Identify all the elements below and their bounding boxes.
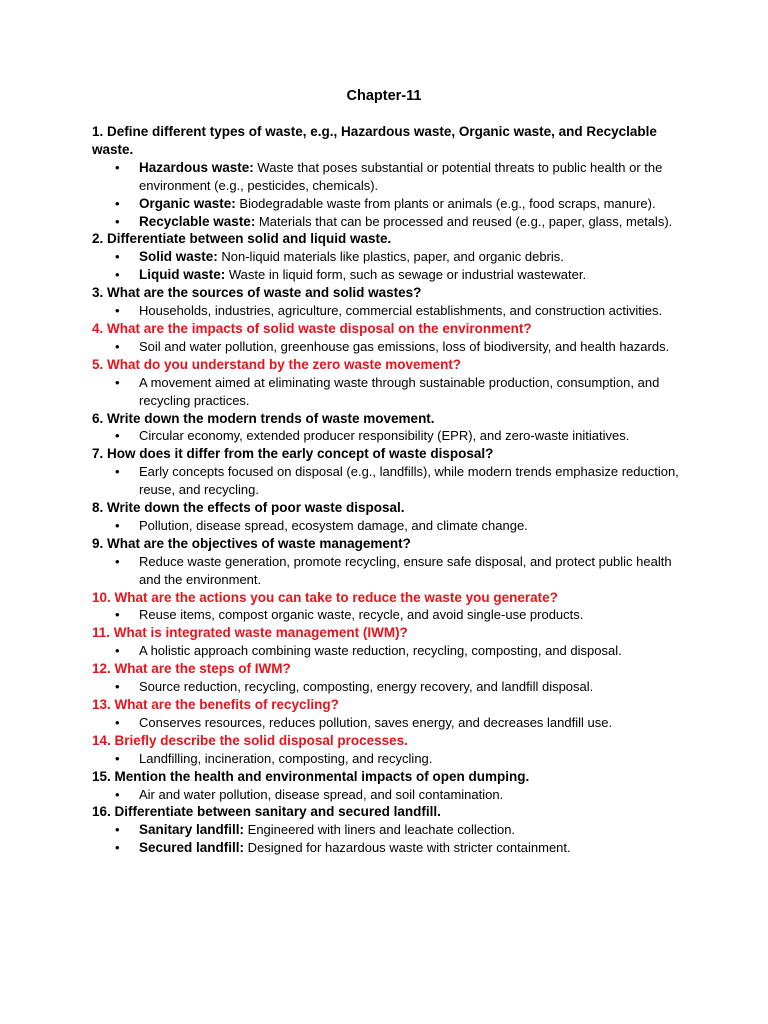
answer-text: Designed for hazardous waste with stricter containment. — [244, 840, 571, 856]
question-heading: 3. What are the sources of waste and solid wastes? — [92, 285, 422, 301]
answer-list — [92, 374, 692, 410]
answer-text: Source reduction, recycling, composting, energy recovery, and landfill disposal. — [139, 679, 594, 695]
answer-text: Pollution, disease spread, ecosystem damage, and climate change. — [139, 517, 528, 533]
answer-item — [139, 302, 692, 320]
question-heading: 5. What do you understand by the zero waste movement? — [92, 356, 462, 372]
answer-item — [139, 266, 692, 284]
answer-term: Secured landfill: — [139, 840, 245, 856]
answer-item — [139, 642, 692, 660]
answer-term: Organic waste: — [139, 195, 236, 211]
answer-item — [139, 714, 692, 732]
question-heading: 14. Briefly describe the solid disposal processes. — [92, 732, 408, 748]
question-heading: 2. Differentiate between solid and liquid waste. — [92, 231, 392, 247]
question-heading: 4. What are the impacts of solid waste disposal on the environment? — [92, 320, 532, 336]
answer-item — [139, 159, 692, 195]
answer-text: Non-liquid materials like plastics, paper, and organic debris. — [217, 249, 564, 265]
answer-list — [92, 786, 692, 804]
answer-list — [92, 678, 692, 696]
question-heading: 16. Differentiate between sanitary and secured landfill. — [92, 804, 441, 820]
answer-text: A holistic approach combining waste reduction, recycling, composting, and disposal. — [139, 643, 622, 659]
question-heading: 10. What are the actions you can take to reduce the waste you generate? — [92, 589, 558, 605]
answer-list — [92, 248, 692, 284]
answer-item — [139, 678, 692, 696]
answer-term: Hazardous waste: — [139, 159, 254, 175]
question-list — [92, 123, 692, 857]
question-heading: 7. How does it differ from the early concept of waste disposal? — [92, 446, 494, 462]
answer-item — [139, 606, 692, 624]
question-heading: 15. Mention the health and environmental impacts of open dumping. — [92, 768, 530, 784]
answer-list — [92, 517, 692, 535]
question-heading: 9. What are the objectives of waste management? — [92, 535, 411, 551]
question-heading: 12. What are the steps of IWM? — [92, 661, 291, 677]
answer-list — [92, 427, 692, 445]
question-heading: 8. Write down the effects of poor waste disposal. — [92, 500, 405, 516]
answer-text: Materials that can be processed and reused (e.g., paper, glass, metals). — [255, 213, 673, 229]
answer-term: Solid waste: — [139, 249, 218, 265]
answer-text: Engineered with liners and leachate collection. — [244, 822, 516, 838]
answer-item — [139, 338, 692, 356]
answer-list — [92, 606, 692, 624]
answer-text: Biodegradable waste from plants or animals (e.g., food scraps, manure). — [235, 195, 656, 211]
question-heading: 1. Define different types of waste, e.g., Hazardous waste, Organic waste, and Recyclable waste. — [92, 124, 657, 157]
answer-item — [139, 821, 692, 839]
answer-list — [92, 302, 692, 320]
answer-text: Waste that poses substantial or potential threats to public health or the environment (e.g., pesticides, chemicals). — [139, 159, 663, 193]
answer-text: Reduce waste generation, promote recycling, ensure safe disposal, and protect public health and the environment. — [139, 553, 672, 587]
answer-item — [139, 786, 692, 804]
answer-list — [92, 159, 692, 231]
answer-text: Households, industries, agriculture, commercial establishments, and construction activities. — [139, 303, 663, 319]
answer-list — [92, 714, 692, 732]
answer-text: A movement aimed at eliminating waste through sustainable production, consumption, and recycling practices. — [139, 374, 660, 408]
answer-list — [92, 642, 692, 660]
answer-list — [92, 553, 692, 589]
answer-text: Conserves resources, reduces pollution, saves energy, and decreases landfill use. — [139, 714, 613, 730]
question-heading: 11. What is integrated waste management (IWM)? — [92, 625, 408, 641]
answer-list — [92, 821, 692, 857]
answer-term: Liquid waste: — [139, 267, 226, 283]
answer-list — [92, 463, 692, 499]
answer-item — [139, 839, 692, 857]
answer-term: Sanitary landfill: — [139, 822, 245, 838]
question-heading: 6. Write down the modern trends of waste movement. — [92, 410, 435, 426]
answer-text: Circular economy, extended producer responsibility (EPR), and zero-waste initiatives. — [139, 428, 630, 444]
question-heading: 13. What are the benefits of recycling? — [92, 697, 339, 712]
answer-text: Soil and water pollution, greenhouse gas emissions, loss of biodiversity, and health hazards. — [139, 338, 670, 354]
answer-list — [92, 750, 692, 768]
answer-item — [139, 463, 692, 499]
answer-item — [139, 553, 692, 589]
answer-item — [139, 213, 692, 231]
answer-text: Reuse items, compost organic waste, recycle, and avoid single-use products. — [139, 607, 584, 623]
answer-list — [92, 338, 692, 356]
answer-item — [139, 427, 692, 445]
answer-item — [139, 195, 692, 213]
answer-text: Waste in liquid form, such as sewage or industrial wastewater. — [225, 267, 587, 283]
page-title: Chapter-11 — [346, 88, 422, 104]
answer-item — [139, 374, 692, 410]
answer-item — [139, 248, 692, 266]
answer-term: Recyclable waste: — [139, 213, 256, 229]
answer-text: Landfilling, incineration, composting, and recycling. — [139, 750, 433, 766]
answer-item — [139, 750, 692, 768]
answer-text: Early concepts focused on disposal (e.g., landfills), while modern trends emphasize reduction, reuse, and recycling. — [139, 464, 679, 498]
answer-text: Air and water pollution, disease spread, and soil contamination. — [139, 786, 504, 802]
answer-item — [139, 517, 692, 535]
